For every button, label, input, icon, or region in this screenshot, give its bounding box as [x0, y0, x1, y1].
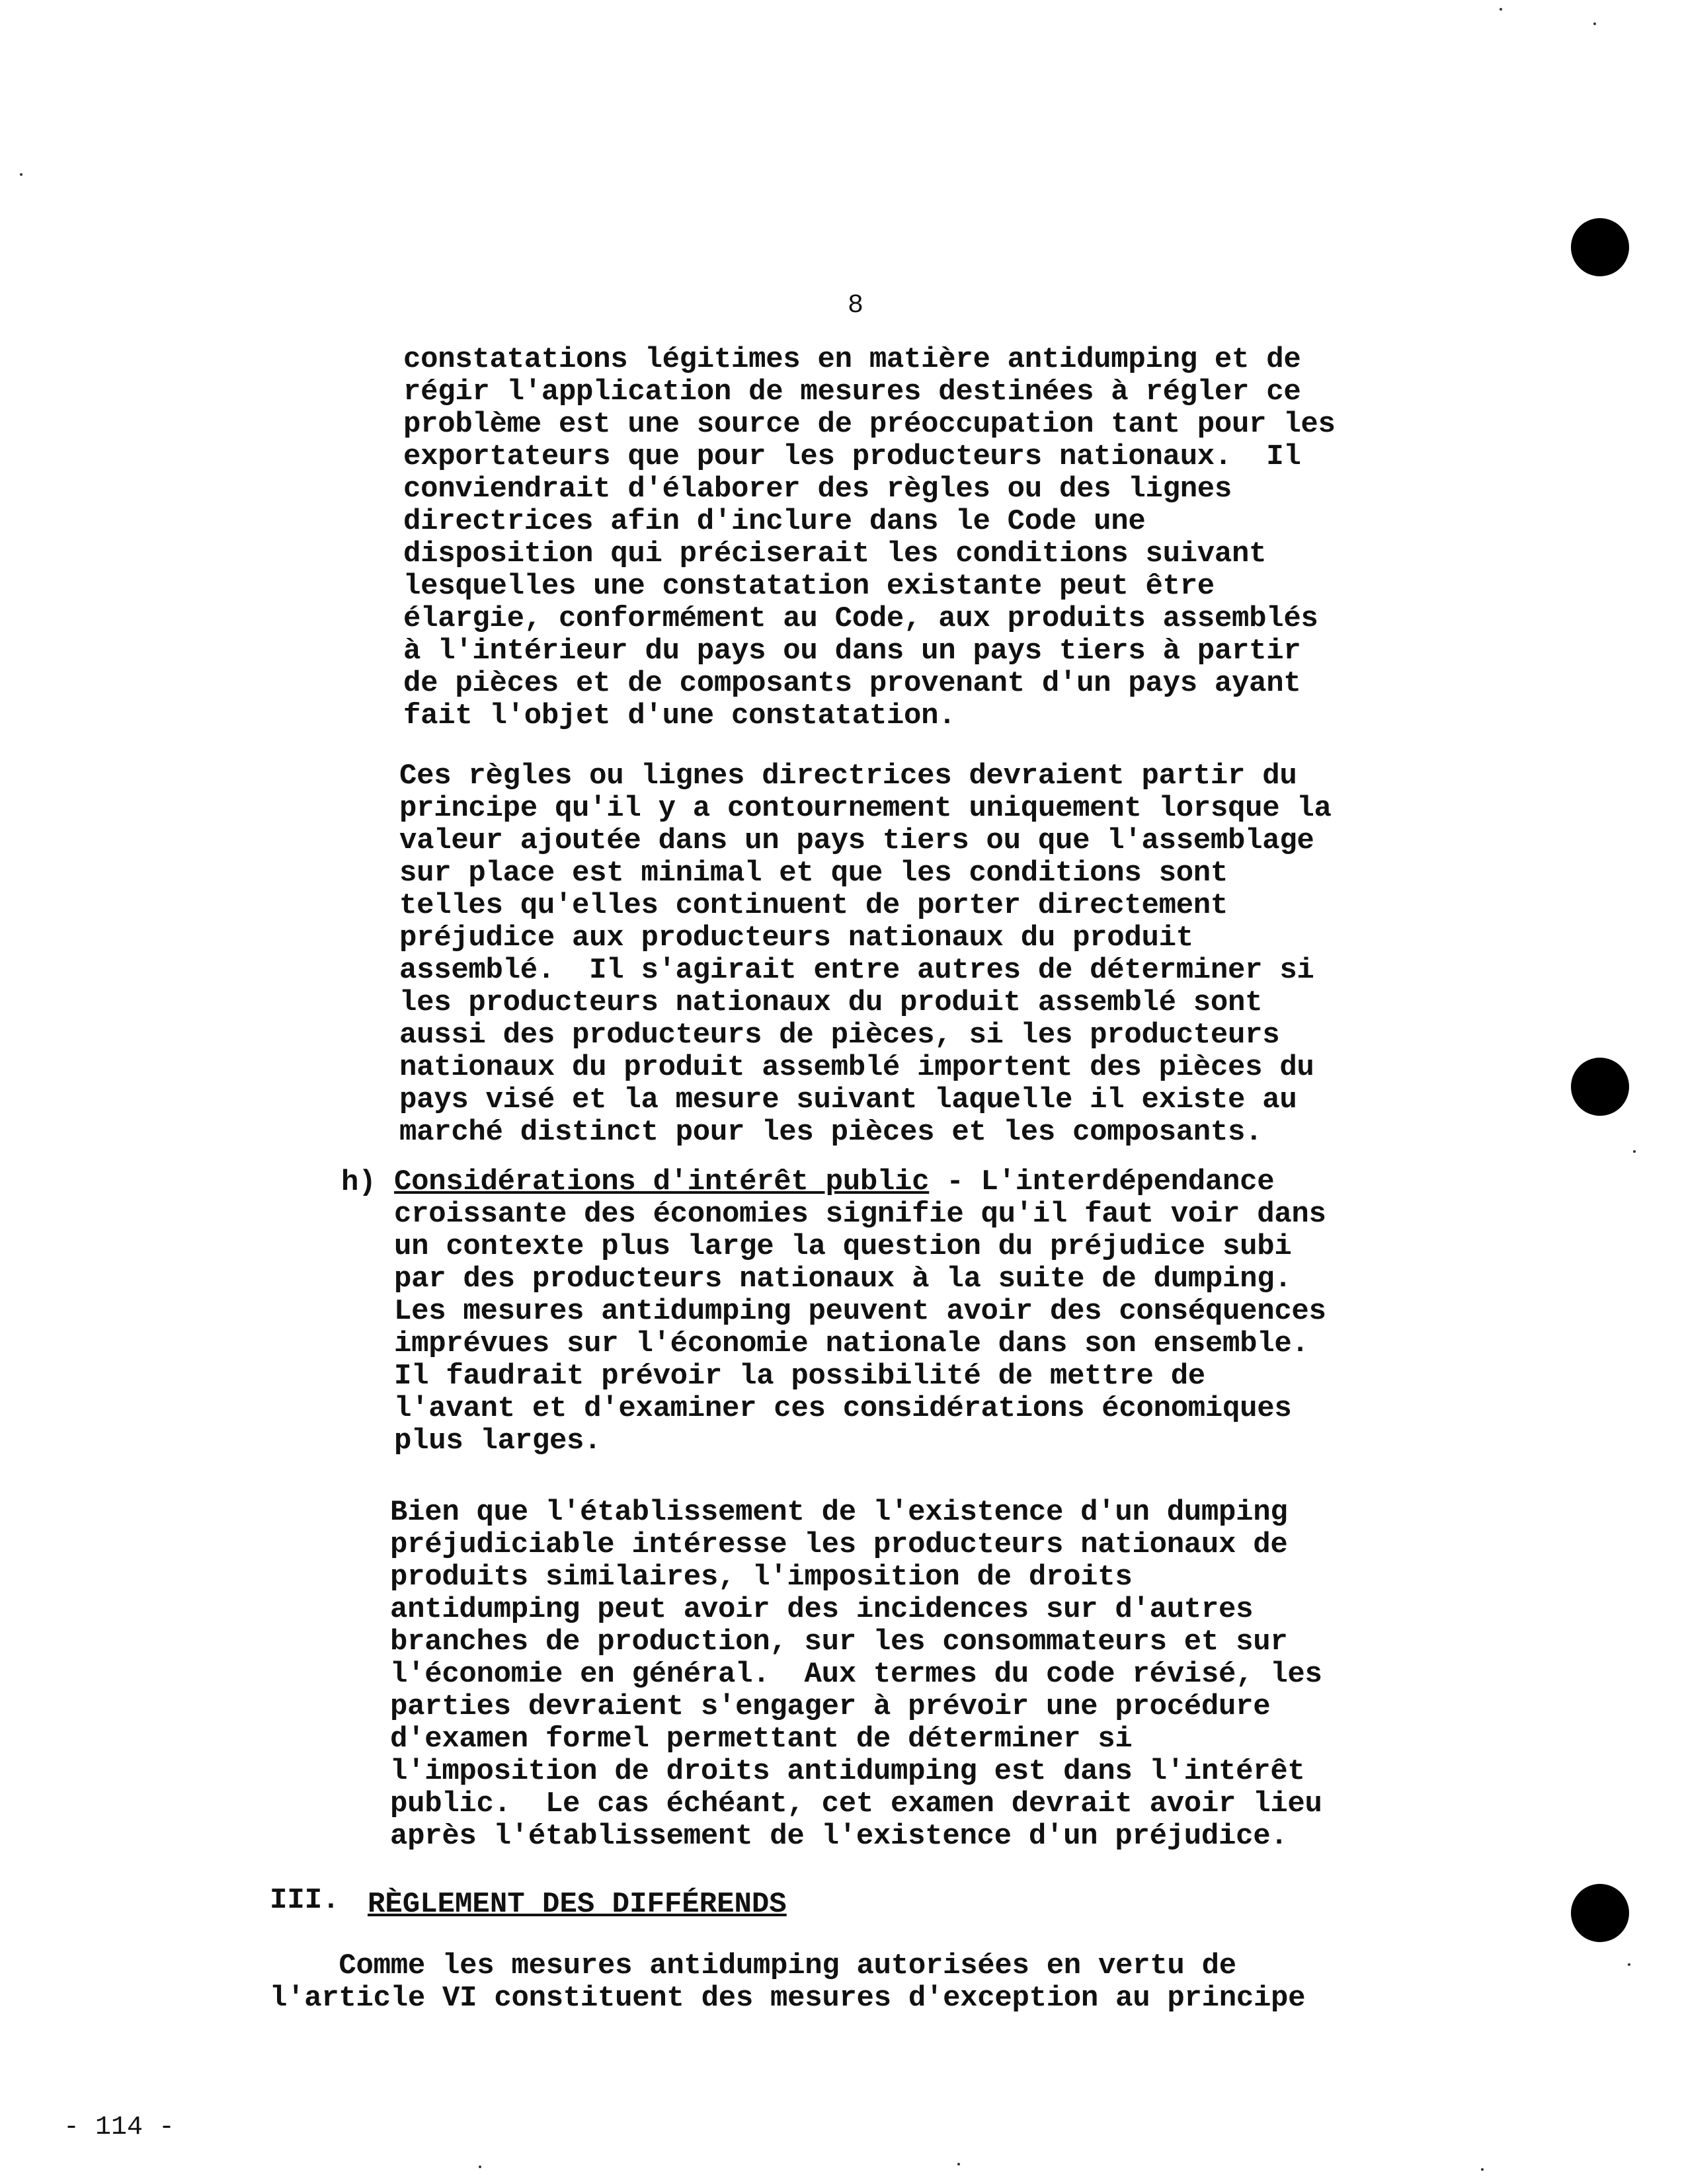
scan-speck [20, 173, 22, 176]
scan-speck [957, 2163, 960, 2165]
paragraph-public-interest-1: croissante des économies signifie qu'il faut voir dans un contexte plus large la question du préjudice subi par des producteurs nationaux à la suite de dumping. Les mesures antidumping peuvent avoir des conséquences imprévues sur l'économie nationale dans son ensemble. Il faudrait prévoir la possibilité de mettre de l'avant et d'examiner ces considérations économiques plus larges. [394, 1198, 1326, 1458]
section-title: RÈGLEMENT DES DIFFÉRENDS [368, 1888, 787, 1921]
binder-hole-bottom [1571, 1884, 1629, 1942]
item-label-h: h) [341, 1166, 376, 1199]
scan-speck [1633, 1150, 1636, 1153]
scan-speck [1500, 8, 1502, 11]
section-h-first-line [394, 1166, 1274, 1198]
scan-speck [1628, 1963, 1630, 1966]
scan-speck [1481, 2168, 1484, 2171]
section-number: III. [270, 1884, 340, 1917]
heading-public-interest-rest: - L'interdépendance [929, 1165, 1275, 1198]
binder-hole-top [1571, 218, 1629, 276]
scan-speck [479, 2165, 481, 2168]
paragraph-disputes: Comme les mesures antidumping autorisées en vertu de l'article VI constituent des mesures d'exception au principe [270, 1949, 1306, 2015]
page-number: 8 [848, 291, 864, 321]
page-footer-number: - 114 - [63, 2113, 175, 2142]
heading-public-interest: Considérations d'intérêt public [394, 1165, 930, 1198]
paragraph-circumvention-2: Ces règles ou lignes directrices devraient partir du principe qu'il y a contournement uniquement lorsque la valeur ajoutée dans un pays tiers ou que l'assemblage sur place est minimal et que les conditions sont telles qu'elles continuent de porter directement préjudice aux producteurs nationaux du produit assemblé. Il s'agirait entre autres de déterminer si les producteurs nationaux du produit assemblé sont aussi des producteurs de pièces, si les producteurs nationaux du produit assemblé importent des pièces du pays visé et la mesure suivant laquelle il existe au marché distinct pour les pièces et les composants. [399, 760, 1332, 1149]
binder-hole-middle [1571, 1058, 1629, 1116]
paragraph-circumvention-1: constatations légitimes en matière antidumping et de régir l'application de mesures destinées à régler ce problème est une source de préoccupation tant pour les exportateurs que pour les producteurs nationaux. Il conviendrait d'élaborer des règles ou des lignes directrices afin d'inclure dans le Code une disposition qui préciserait les conditions suivant lesquelles une constatation existante peut être élargie, conformément au Code, aux produits assemblés à l'intérieur du pays ou dans un pays tiers à partir de pièces et de composants provenant d'un pays ayant fait l'objet d'une constatation. [403, 343, 1336, 732]
paragraph-public-interest-2: Bien que l'établissement de l'existence d'un dumping préjudiciable intéresse les producteurs nationaux de produits similaires, l'imposition de droits antidumping peut avoir des incidences sur d'autres branches de production, sur les consommateurs et sur l'économie en général. Aux termes du code révisé, les parties devraient s'engager à prévoir une procédure d'examen formel permettant de déterminer si l'imposition de droits antidumping est dans l'intérêt public. Le cas échéant, cet examen devrait avoir lieu après l'établissement de l'existence d'un préjudice. [390, 1496, 1322, 1853]
scan-speck [1593, 22, 1596, 25]
